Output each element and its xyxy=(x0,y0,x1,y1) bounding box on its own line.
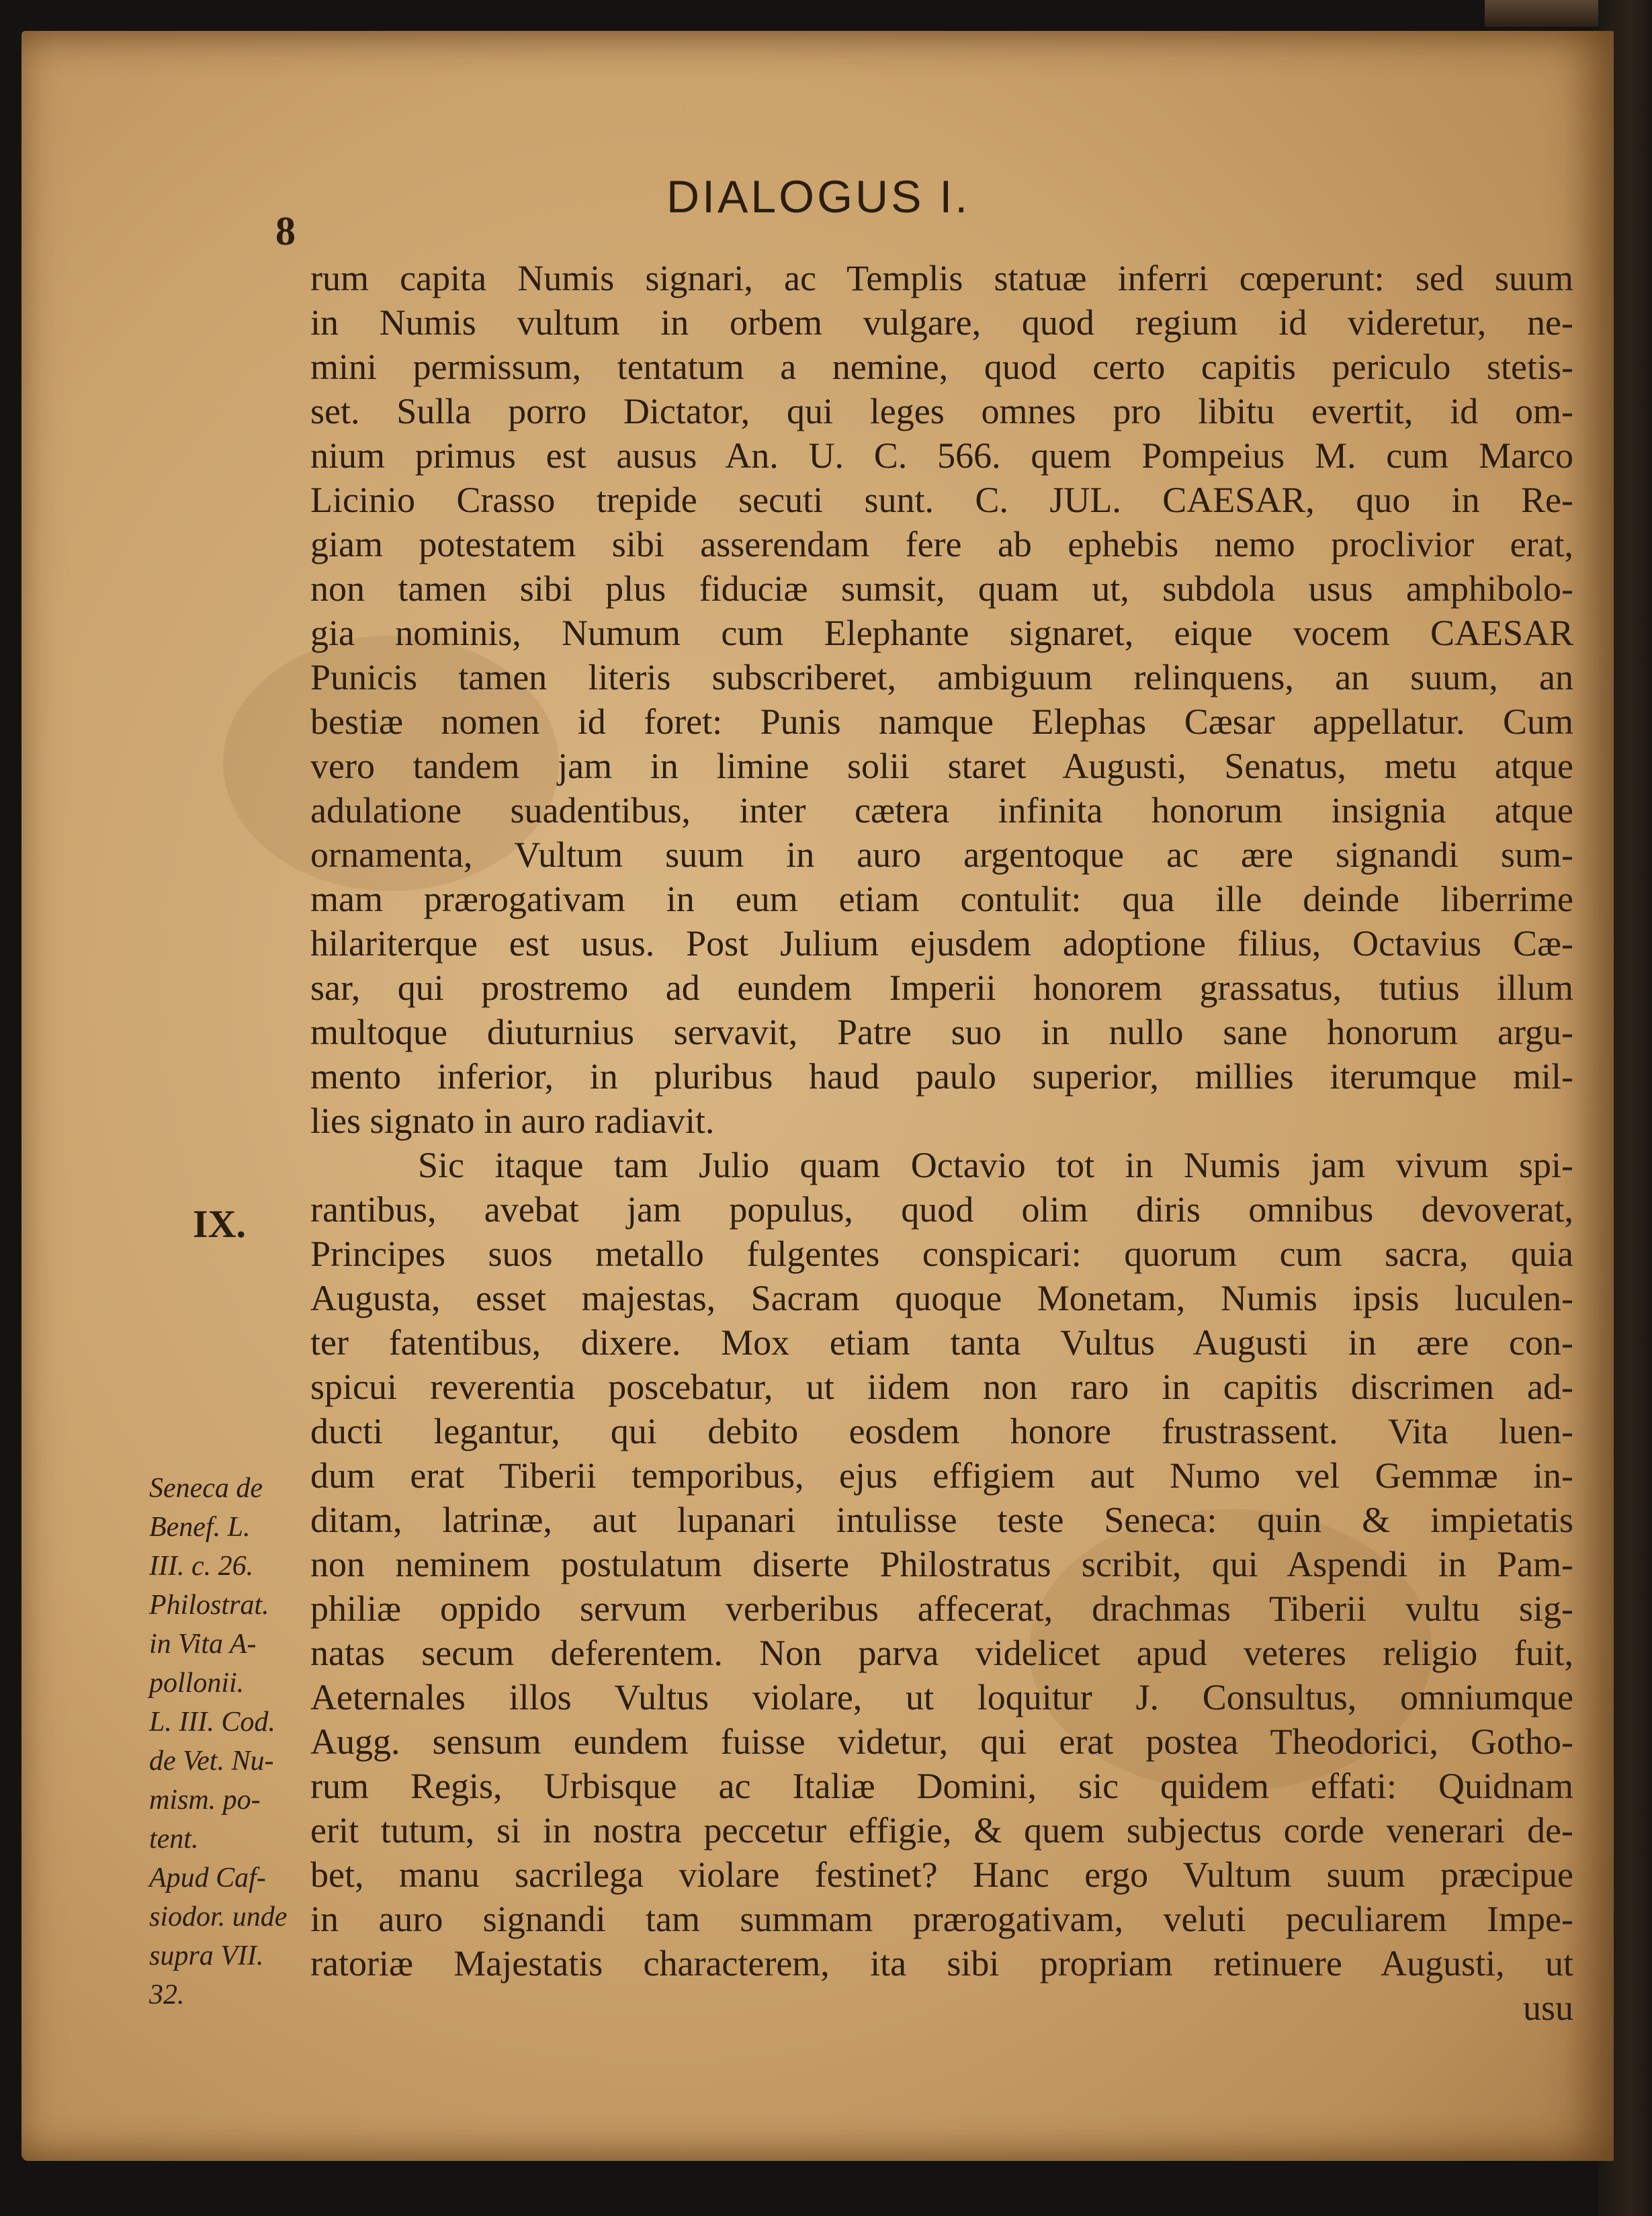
catchword: usu xyxy=(1522,1988,1573,2028)
text-line: Aeternales illos Vultus violare, ut loquitur J. Consultus, omniumque xyxy=(310,1677,1573,1717)
margin-note-line: Philostrat. xyxy=(149,1590,269,1621)
text-line: mento inferior, in pluribus haud paulo superior, millies iterumque mil- xyxy=(310,1056,1573,1097)
margin-note-line: Benef. L. xyxy=(149,1512,251,1543)
text-line: lies signato in auro radiavit. xyxy=(310,1101,715,1141)
text-line: Augusta, esset majestas, Sacram quoque Monetam, Numis ipsis luculen- xyxy=(310,1278,1573,1318)
text-line: adulatione suadentibus, inter cætera infinita honorum insignia atque xyxy=(310,790,1573,830)
text-line: giam potestatem sibi asserendam fere ab ephebis nemo proclivior erat, xyxy=(310,524,1573,564)
margin-note-line: III. c. 26. xyxy=(149,1551,254,1582)
margin-note-line: supra VII. xyxy=(149,1941,264,1971)
margin-note-line: Apud Caf- xyxy=(149,1863,266,1893)
margin-note-line: tent. xyxy=(149,1824,199,1855)
margin-note-line: pollonii. xyxy=(149,1668,245,1699)
text-line: Licinio Crasso trepide secuti sunt. C. JUL. CAESAR, quo in Re- xyxy=(310,480,1573,520)
margin-note-line: Seneca de xyxy=(149,1473,263,1504)
text-line: bestiæ nomen id foret: Punis namque Elephas Cæsar appellatur. Cum xyxy=(310,701,1573,742)
running-head: DIALOGUS I. xyxy=(666,171,971,222)
page-header xyxy=(21,152,1614,253)
text-line: ter fatentibus, dixere. Mox etiam tanta Vultus Augusti in ære con- xyxy=(310,1322,1573,1363)
text-line: Principes suos metallo fulgentes conspicari: quorum cum sacra, quia xyxy=(310,1234,1573,1274)
text-line: ornamenta, Vultum suum in auro argentoque ac ære signandi sum- xyxy=(310,835,1573,875)
text-line: gia nominis, Numum cum Elephante signaret, eique vocem CAESAR xyxy=(310,613,1573,653)
text-line: philiæ oppido servum verberibus affecerat, drachmas Tiberii vultu sig- xyxy=(310,1588,1573,1629)
text-line: vero tandem jam in limine solii staret Augusti, Senatus, metu atque xyxy=(310,746,1573,786)
margin-note-line: de Vet. Nu- xyxy=(149,1746,274,1777)
margin-note-line: L. III. Cod. xyxy=(149,1707,275,1738)
text-line: rum capita Numis signari, ac Templis statuæ inferri cœperunt: sed suum xyxy=(310,258,1573,298)
text-line: hilariterque est usus. Post Julium ejusdem adoptione filius, Octavius Cæ- xyxy=(310,923,1573,964)
text-line: rum Regis, Urbisque ac Italiæ Domini, sic quidem effati: Quidnam xyxy=(310,1766,1573,1806)
text-line: bet, manu sacrilega violare festinet? Hanc ergo Vultum suum præcipue xyxy=(310,1855,1573,1895)
margin-note-line: 32. xyxy=(149,1979,185,2010)
text-line: Sic itaque tam Julio quam Octavio tot in Numis jam vivum spi- xyxy=(418,1145,1573,1185)
text-line: ditam, latrinæ, aut lupanari intulisse teste Seneca: quin & impietatis xyxy=(310,1500,1573,1540)
text-line: ratoriæ Majestatis characterem, ita sibi propriam retinuere Augusti, ut xyxy=(310,1943,1573,1984)
text-line: ducti legantur, qui debito eosdem honore frustrassent. Vita luen- xyxy=(310,1411,1573,1451)
text-line: spicui reverentia poscebatur, ut iidem non raro in capitis discrimen ad- xyxy=(310,1367,1573,1407)
text-line: sar, qui prostremo ad eundem Imperii honorem grassatus, tutius illum xyxy=(310,968,1573,1008)
text-line: in auro signandi tam summam prærogativam, veluti peculiarem Impe- xyxy=(310,1899,1573,1939)
text-line: in Numis vultum in orbem vulgare, quod regium id videretur, ne- xyxy=(310,302,1573,343)
text-line: non tamen sibi plus fiduciæ sumsit, quam ut, subdola usus amphibolo- xyxy=(310,568,1573,609)
text-line: mini permissum, tentatum a nemine, quod certo capitis periculo stetis- xyxy=(310,347,1573,387)
page-sheet xyxy=(21,31,1614,2161)
text-line: natas secum deferentem. Non parva videlicet apud veteres religio fuit, xyxy=(310,1633,1573,1673)
body-text xyxy=(310,256,1573,2030)
text-line: dum erat Tiberii temporibus, ejus effigiem aut Numo vel Gemmæ in- xyxy=(310,1455,1573,1496)
margin-notes xyxy=(149,1469,310,2014)
text-line: rantibus, avebat jam populus, quod olim diris omnibus devoverat, xyxy=(310,1189,1573,1230)
text-line: Punicis tamen literis subscriberet, ambiguum relinquens, an suum, an xyxy=(310,657,1573,697)
text-line: erit tutum, si in nostra peccetur effigie, & quem subjectus corde venerari de- xyxy=(310,1810,1573,1850)
margin-note-line: in Vita A- xyxy=(149,1629,257,1660)
page-number: 8 xyxy=(275,209,296,253)
text-line: Augg. sensum eundem fuisse videtur, qui erat postea Theodorici, Gotho- xyxy=(310,1721,1573,1762)
text-line: set. Sulla porro Dictator, qui leges omnes pro libitu evertit, id om- xyxy=(310,391,1573,431)
text-line: non neminem postulatum diserte Philostratus scribit, qui Aspendi in Pam- xyxy=(310,1544,1573,1584)
text-line: nium primus est ausus An. U. C. 566. quem Pompeius M. cum Marco xyxy=(310,435,1573,476)
text-line: mam prærogativam in eum etiam contulit: qua ille deinde liberrime xyxy=(310,879,1573,919)
margin-note-line: siodor. unde xyxy=(149,1902,288,1932)
margin-note-line: mism. po- xyxy=(149,1785,261,1816)
section-marker: IX. xyxy=(193,1202,246,1246)
text-line: multoque diuturnius servavit, Patre suo in nullo sane honorum argu- xyxy=(310,1012,1573,1052)
